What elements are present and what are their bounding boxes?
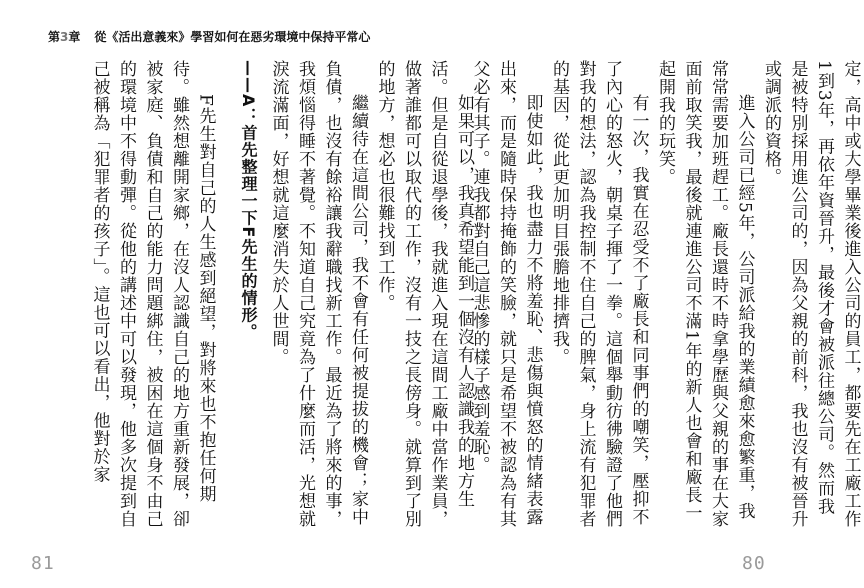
chapter-number: 3 xyxy=(60,30,69,44)
paragraph: 有一次，我實在忍受不了廠長和同事們的嘲笑，壓抑不了內心的怒火，朝桌子揮了一拳。這個舉動彷彿驗證了他們對我的想法，認為我控制不住自己的脾氣，身上流有犯罪者的基因，從此更加明目張膽地排擠我。 xyxy=(549,60,649,528)
chapter-title: 從《活出意義來》學習如何在惡劣環境中保持平常心 xyxy=(94,30,371,44)
page-number-left: 81 xyxy=(31,553,55,574)
paragraph: 進入公司已經5年，公司派給我的業績愈來愈繁重，我常常需要加班趕工。廠長還時不時拿學歷與父親的事在大家面前取笑我，最後就連進公司不滿1年的新人也會和廠長一起開我的玩笑。 xyxy=(655,60,755,528)
page-number-right: 80 xyxy=(742,553,766,574)
paragraph: 定，高中或大學畢業後進入公司的員工，都要先在工廠工作1到3年，再依年資晉升，最後才會被派往總公司。然而我是被特別採用進公司的，因為父親的前科，我也沒有被晉升或調派的資格。 xyxy=(761,60,861,528)
section-heading: ——A：首先整理一下F先生的情形。 xyxy=(239,60,258,341)
paragraph: F先生對自己的人生感到絕望，對將來也不抱任何期待。雖然想離開家鄉，在沒人認識自己的地方重新發展，卻被家庭、負債和自己的能力問題綁住，被困在這個身不由己的環境中不得動彈。從他的講述中可以發現，他多次提到自己被稱為「犯罪者的孩子」。這也可以看出，他對於家 xyxy=(89,60,216,528)
paragraph: 如果可以，我真希望能到一個沒有人認識我的地方生活。但是自從退學後，我就進入現在這間工廠中當作業員，做著誰都可以取代的工作，沒有一技之長傍身。就算到了別的地方，想必也很難找到工作。 xyxy=(374,60,474,528)
paragraph: 繼續待在這間公司，我不會有任何被提拔的機會；家中負債，也沒有餘裕讓我辭職找新工作。最近為了將來的事，我煩惱得睡不著覺。不知道自己究竟為了什麼而活，光想就淚流滿面，好想就這麼消失於人世間。 xyxy=(268,60,368,528)
chapter-prefix: 第 xyxy=(48,30,61,44)
chapter-suffix: 章 xyxy=(68,30,81,44)
running-header xyxy=(48,28,370,45)
left-page xyxy=(86,60,702,530)
left-page-body xyxy=(86,60,477,530)
paragraph: 即使如此，我也盡力不將羞恥、悲傷與憤怒的情緒表露出來，而是隨時保持掩飾的笑臉，就只是希望不被認為有其父必有其子。連我都對自己這悲慘的樣子感到羞恥。 xyxy=(469,60,543,528)
